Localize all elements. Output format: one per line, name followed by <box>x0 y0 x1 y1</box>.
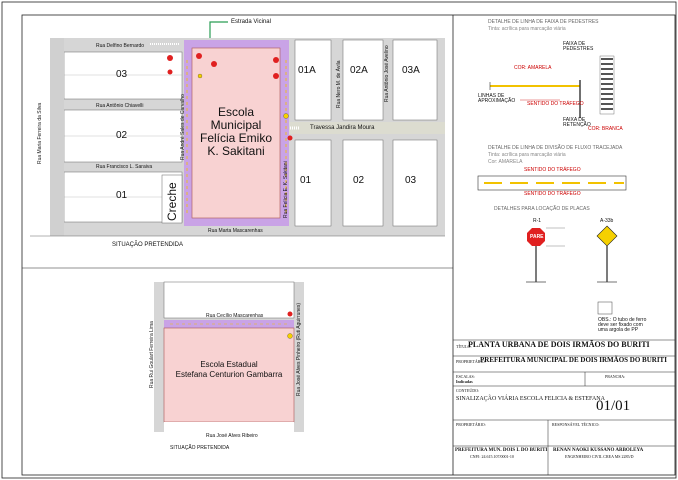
label-faixa: FAIXA DE PEDESTRES <box>563 41 594 52</box>
label-retention: FAIXA DE RETENÇÃO <box>563 117 591 128</box>
school-label-line: Estefana Centurion Gambarra <box>175 370 283 379</box>
content-label: CONTEÚDO: <box>456 388 480 393</box>
owner-name: PREFEITURA MUNICIPAL DE DOIS IRMÃOS DO BURITI <box>480 356 667 364</box>
sign-code: A-33b <box>600 218 614 224</box>
label-color-yellow: COR: AMARELA <box>514 65 552 71</box>
label-traffic: SENTIDO DO TRÁFEGO <box>524 167 581 173</box>
crosswalk-detail <box>490 56 614 118</box>
warning-sign-icon <box>284 114 289 119</box>
label-color-white: COR: BRANCA <box>588 126 623 132</box>
school-label <box>192 106 280 158</box>
tech-label: RESPONSÁVEL TÉCNICO: <box>552 422 600 427</box>
title-label: TÍTULO: <box>456 344 472 349</box>
street-label-nero: Rua Nero M. de Ávila <box>336 60 342 108</box>
street-label-delfino: Rua Delfino Bernardo <box>96 43 145 49</box>
owner-signature: PREFEITURA MUN. DOIS I. DO BURITI <box>455 448 548 453</box>
drawing-title: PLANTA URBANA DE DOIS IRMÃOS DO BURITI <box>468 340 650 349</box>
street-label-maria-ferreira: Rua Maria Ferreira da Silva <box>37 102 43 164</box>
street-label-travessa: Travessa Jandira Moura <box>310 125 375 131</box>
tech-name: RENAN NAOKI KUSSANO ARBOLEYA <box>553 448 644 453</box>
stop-sign-icon <box>168 70 173 75</box>
street-label-felicia: Rua Felícia E. K. Sakitani <box>283 161 289 218</box>
school-label-line: Escola Estadual <box>200 360 258 369</box>
detail-color: Cor: AMARELA <box>488 159 523 165</box>
street-label-marta: Rua Marta Mascarenhas <box>208 228 263 234</box>
signs-note: OBS.: O tubo de ferro deve ser fixado com uma argola de PP <box>598 317 647 333</box>
block-number: 01 <box>116 190 128 201</box>
bottom-site-plan <box>154 282 304 432</box>
street-label-antonio-avelino: Rua Antônio José Avelino <box>384 45 390 102</box>
detail-title: DETALHES PARA LOCAÇÃO DE PLACAS <box>494 206 590 212</box>
scales-value: Indicadas <box>456 379 473 384</box>
school-label <box>164 360 294 380</box>
owner-cnpj: CNPJ: 24.615.107/0001-10 <box>470 454 514 459</box>
block-number: 01 <box>300 175 312 186</box>
block-number: 03 <box>116 69 128 80</box>
stop-sign-icon <box>288 312 293 317</box>
school-label-line: Escola <box>217 105 255 119</box>
street-label-rui-goulart: Rua Rui Goulart Ferreira Lima <box>149 321 155 388</box>
owner-sign-label: PROPRIETÁRIO: <box>456 422 486 427</box>
stop-sign-icon <box>167 55 173 61</box>
label-traffic: SENTIDO DO TRÁFEGO <box>527 101 584 107</box>
stop-sign-icon <box>273 57 279 63</box>
warning-sign-icon <box>198 74 202 78</box>
scales-label: ESCALAS: <box>456 374 475 379</box>
plan-caption: SITUAÇÃO PRETENDIDA <box>112 242 184 248</box>
block-number: 01A <box>298 65 316 76</box>
stop-sign-icon <box>273 73 279 79</box>
stop-sign-icon <box>196 53 202 59</box>
detail-title: DETALHE DE LINHA DE FAIXA DE PEDESTRES <box>488 19 599 25</box>
label-traffic: SENTIDO DO TRÁFEGO <box>524 191 581 197</box>
street-label-andre-sales: Rua André Sales de Carvalho <box>180 94 186 160</box>
creche-label: Creche <box>165 182 179 221</box>
school-label-line: Municipal <box>210 118 262 132</box>
street-label-jose-alves: Rua José Alves Ribeiro <box>206 433 258 439</box>
sheet-number: 01/01 <box>596 398 631 414</box>
school-label-line: Felícia Emiko <box>199 131 273 145</box>
warning-sign-icon <box>597 226 617 246</box>
sign-code: R-1 <box>533 218 542 224</box>
block-number: 02 <box>353 175 365 186</box>
detail-title: DETALHE DE LINHA DE DIVISÃO DE FLUXO TRACEJADA <box>488 145 623 151</box>
stop-sign-icon <box>211 61 217 67</box>
street-label-antonio-chiavelli: Rua Antônio Chiavelli <box>96 103 144 109</box>
stop-sign-text: PARE <box>530 234 544 240</box>
sheet-label: PRANCHA: <box>605 374 626 379</box>
block-number: 02 <box>116 130 128 141</box>
block-number: 03 <box>405 175 417 186</box>
street-label-estrada-vicinal: Estrada Vicinal <box>231 19 271 25</box>
tech-registration: ENGENHEIRO CIVIL CREA MS 2285/D <box>565 454 634 459</box>
flow-division-detail <box>478 176 626 190</box>
street-label-cecilio: Rua Cecílio Mascarenhas <box>206 313 264 319</box>
label-approach: LINHAS DE APROXIMAÇÃO <box>478 93 516 104</box>
detail-note: Tinta: acrílica para marcação viária <box>488 26 566 32</box>
street-label-jose-pinheiro: Rua José Alves Pinheiro (Ruti Aguirrunes) <box>296 302 302 396</box>
plan-caption: SITUAÇÃO PRETENDIDA <box>170 445 230 451</box>
street-label-francisco: Rua Francisco L. Saraiva <box>96 164 153 170</box>
warning-sign-icon <box>288 334 293 339</box>
owner-label: PROPRIETÁRIO: <box>456 359 486 364</box>
block-number: 02A <box>350 65 368 76</box>
block-number: 03A <box>402 65 420 76</box>
detail-note: Tinta: acrílica para marcação viária <box>488 152 566 158</box>
school-label-line: K. Sakitani <box>207 144 265 158</box>
stop-sign-icon <box>288 136 293 141</box>
content-value: SINALIZAÇÃO VIÁRIA ESCOLA FELICIA & ESTEFANA <box>456 396 605 402</box>
